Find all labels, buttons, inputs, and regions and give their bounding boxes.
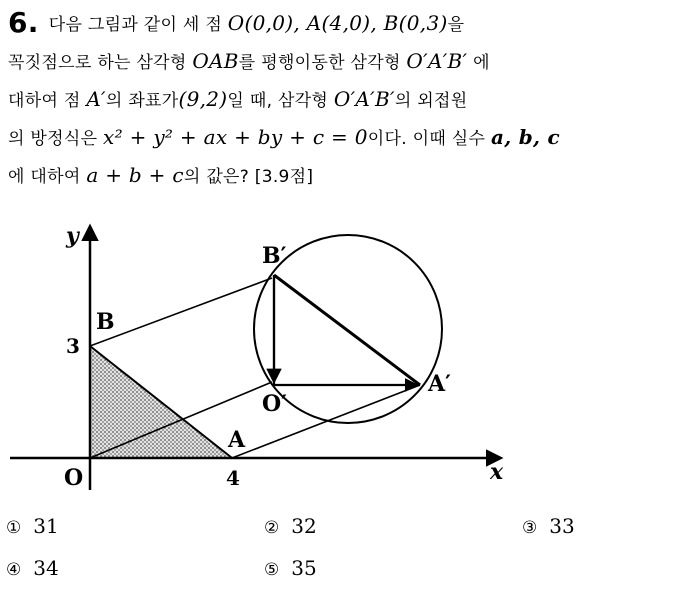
math-equation: x² + y² + ax + by + c = 0 <box>103 125 368 149</box>
text: 에 대하여 <box>8 167 81 187</box>
label-o-prime: O′ <box>262 391 287 417</box>
math-coordinate: (9,2) <box>178 87 228 111</box>
translation-a <box>232 385 420 458</box>
question-text <box>8 4 676 194</box>
text: 의 외접원 <box>394 91 468 111</box>
label-a: A <box>228 427 246 453</box>
coordinate-figure <box>0 215 683 505</box>
choice-number: ② <box>264 518 280 538</box>
y-axis-label: y <box>66 223 79 249</box>
text: 를 평행이동한 삼각형 <box>238 53 401 73</box>
label-b-prime: B′ <box>262 243 287 269</box>
text: 꼭짓점으로 하는 삼각형 <box>8 53 187 73</box>
tick-label-4: 4 <box>226 466 240 490</box>
choice-3[interactable] <box>522 514 575 538</box>
choice-number: ③ <box>522 518 538 538</box>
question-line-2 <box>8 42 676 80</box>
triangle-oab <box>90 346 232 458</box>
text: 다음 그림과 같이 세 점 <box>48 15 223 35</box>
text: 에 <box>473 53 490 73</box>
choice-value: 33 <box>549 514 575 538</box>
question-line-4 <box>8 118 676 156</box>
math-point: A′ <box>86 87 106 111</box>
question-line-5 <box>8 156 676 194</box>
choice-value: 34 <box>33 556 59 580</box>
choice-number: ⑤ <box>264 560 280 580</box>
question-number: 6. <box>8 6 39 39</box>
math-sum: a + b + c <box>86 163 184 187</box>
math-points: O(0,0), A(4,0), B(0,3) <box>227 11 448 35</box>
math-triangle-prime: O′A′B′ <box>333 87 395 111</box>
choice-1[interactable] <box>6 514 59 538</box>
choice-value: 31 <box>33 514 59 538</box>
choice-number: ① <box>6 518 22 538</box>
question-line-3 <box>8 80 676 118</box>
math-triangle: OAB <box>192 49 239 73</box>
x-axis-label: x <box>490 459 504 485</box>
side-a-prime-b-prime <box>274 275 420 385</box>
choice-value: 35 <box>291 556 317 580</box>
text: 의 값은? [3.9점] <box>183 167 314 187</box>
choice-4[interactable] <box>6 556 59 580</box>
text: 을 <box>447 15 465 35</box>
translation-b <box>90 278 272 346</box>
text: 이다. 이때 실수 <box>367 129 486 149</box>
text: 일 때, 삼각형 <box>227 91 329 111</box>
text: 의 좌표가 <box>105 91 179 111</box>
question-line-1 <box>8 4 676 42</box>
text: 의 방정식은 <box>8 129 98 149</box>
math-triangle-prime: O′A′B′ <box>406 49 468 73</box>
label-o: O <box>64 465 84 491</box>
tick-label-3: 3 <box>66 334 80 358</box>
label-b: B <box>96 309 115 335</box>
math-variables: a, b, c <box>490 125 561 149</box>
choice-5[interactable] <box>264 556 317 580</box>
label-a-prime: A′ <box>428 371 451 397</box>
choice-2[interactable] <box>264 514 317 538</box>
choice-value: 32 <box>291 514 317 538</box>
text: 대하여 점 <box>8 91 81 111</box>
choice-number: ④ <box>6 560 22 580</box>
